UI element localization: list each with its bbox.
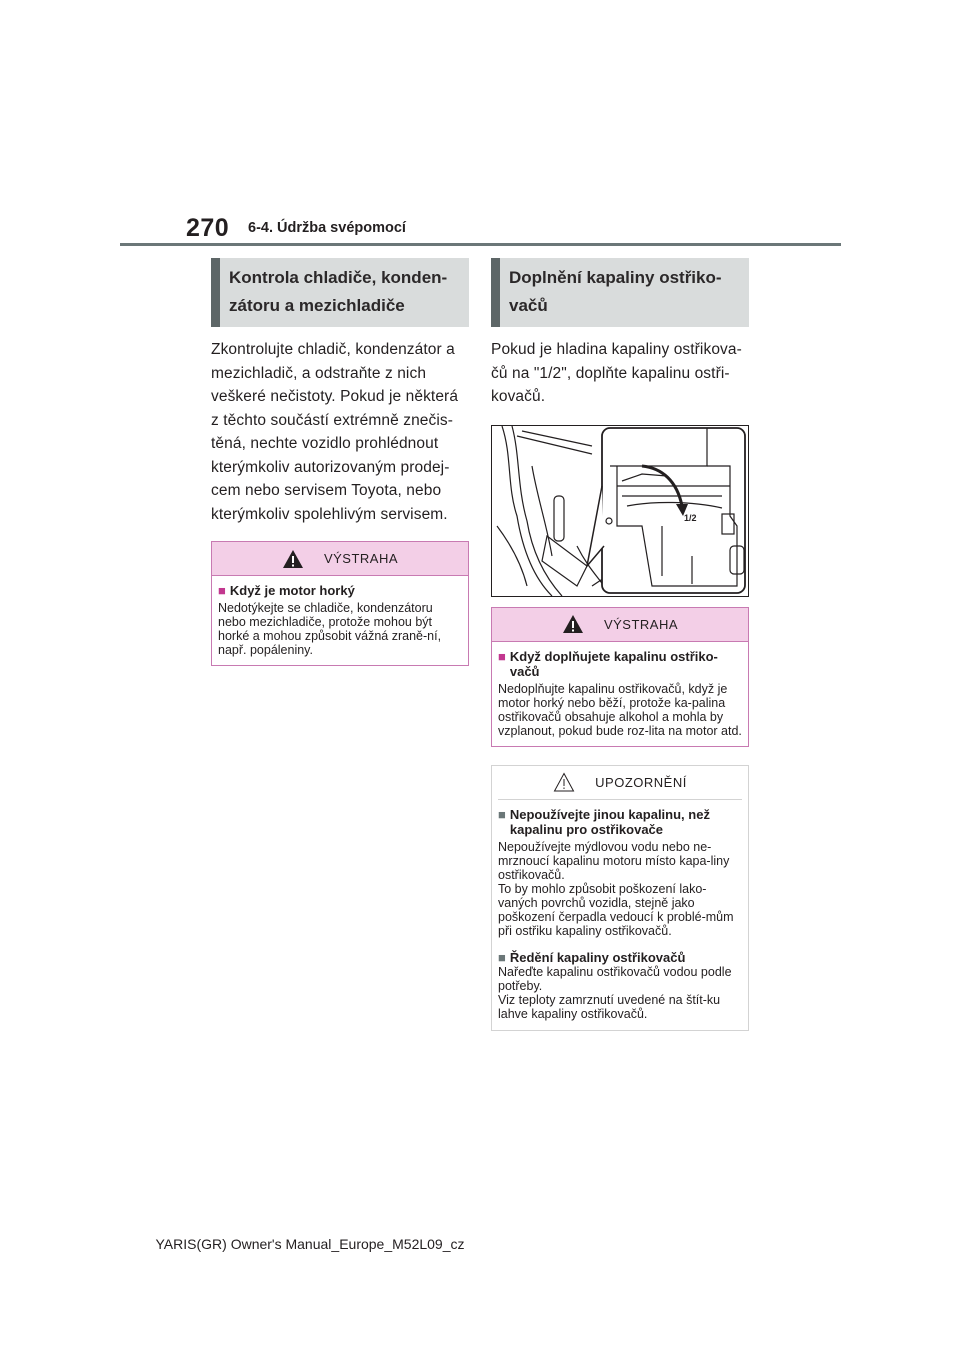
heading-radiator: Kontrola chladiče, konden- zátoru a mezichladiče	[211, 258, 469, 327]
washer-body-text: Pokud je hladina kapaliny ostřikova-čů na "1/2", doplňte kapalinu ostři-kovačů.	[491, 341, 742, 405]
left-column	[211, 258, 469, 666]
warning-label: VÝSTRAHA	[323, 551, 399, 566]
footer-manual-id: YARIS(GR) Owner's Manual_Europe_M52L09_cz	[155, 1236, 465, 1252]
notice-item-title	[498, 807, 742, 837]
warning-item-title	[218, 583, 462, 598]
notice-label: UPOZORNĚNÍ	[595, 774, 687, 790]
warning-item-title	[498, 649, 742, 679]
heading-washer-fluid: Doplnění kapaliny ostřiko- vačů	[491, 258, 749, 327]
notice-box	[491, 765, 749, 1031]
warning-text: Nedoplňujte kapalinu ostřikovačů, když je motor horký nebo běží, protože ka-palina ostřikovačů obsahuje alkohol a mohla by vzplanout, pokud bude roz-lita na motor atd.	[498, 681, 742, 738]
warning-label: VÝSTRAHA	[603, 616, 679, 632]
notice-item1-text1: Nepoužívejte mýdlovou vodu nebo ne-mrznoucí kapalinu motoru místo kapa-liny ostřikovačů.	[498, 839, 730, 882]
notice-triangle-icon	[553, 772, 575, 792]
notice-header	[498, 766, 742, 800]
warning-title-text: Když je motor horký	[229, 583, 355, 598]
washer-reservoir-illustration	[491, 425, 749, 597]
notice-item-title	[498, 950, 742, 965]
warning-box-washer	[491, 607, 749, 747]
page-number: 270	[186, 214, 230, 242]
square-bullet-icon: ■	[498, 648, 506, 664]
notice-item2-title: Ředění kapaliny ostřikovačů	[509, 949, 686, 965]
notice-item1-text2: To by mohlo způsobit poškození lako-vaných povrchů vozidla, stejně jako poškození čerpadla vedoucí k problé-mům při ostřiku kapaliny ostřikovačů.	[498, 881, 734, 938]
radiator-body-text: Zkontrolujte chladič, kondenzátor a mezichladič, a odstraňte z nich veškeré nečistoty. Pokud je některá z těchto součástí extrémně znečis-těná, nechte vozidlo prohlédnout kterýmkoliv autorizovaným prodej-cem nebo servisem Toyota, nebo kterýmkoliv spolehlivým servisem.	[211, 341, 459, 523]
warning-header	[212, 542, 468, 576]
square-bullet-icon: ■	[218, 583, 226, 598]
warning-body	[492, 642, 748, 746]
notice-body	[492, 800, 748, 1030]
notice-item2-text1: Nařeďte kapalinu ostřikovačů vodou podle potřeby.	[498, 964, 732, 993]
warning-triangle-icon	[562, 614, 584, 634]
warning-header	[492, 608, 748, 642]
section-title: 6-4. Údržba svépomocí	[248, 220, 406, 236]
warning-triangle-icon	[282, 549, 304, 569]
warning-body	[212, 576, 468, 665]
notice-item2-text2: Viz teploty zamrznutí uvedené na štít-ku lahve kapaliny ostřikovačů.	[498, 992, 721, 1021]
fill-level-mark: 1/2	[684, 512, 697, 523]
notice-item1-title: Nepoužívejte jinou kapalinu, než kapalinu pro ostřikovače	[509, 806, 710, 837]
warning-text: Nedotýkejte se chladiče, kondenzátoru nebo mezichladiče, protože mohou být horké a mohou způsobit vážná zraně-ní, např. popáleniny.	[218, 601, 442, 657]
square-bullet-icon: ■	[498, 806, 506, 822]
right-column	[491, 258, 749, 1031]
header-rule	[120, 243, 841, 246]
warning-box-radiator	[211, 541, 469, 666]
square-bullet-icon: ■	[498, 949, 506, 965]
engine-bay-drawing	[492, 426, 748, 596]
warning-title-text: Když doplňujete kapalinu ostřiko-vačů	[509, 648, 718, 679]
